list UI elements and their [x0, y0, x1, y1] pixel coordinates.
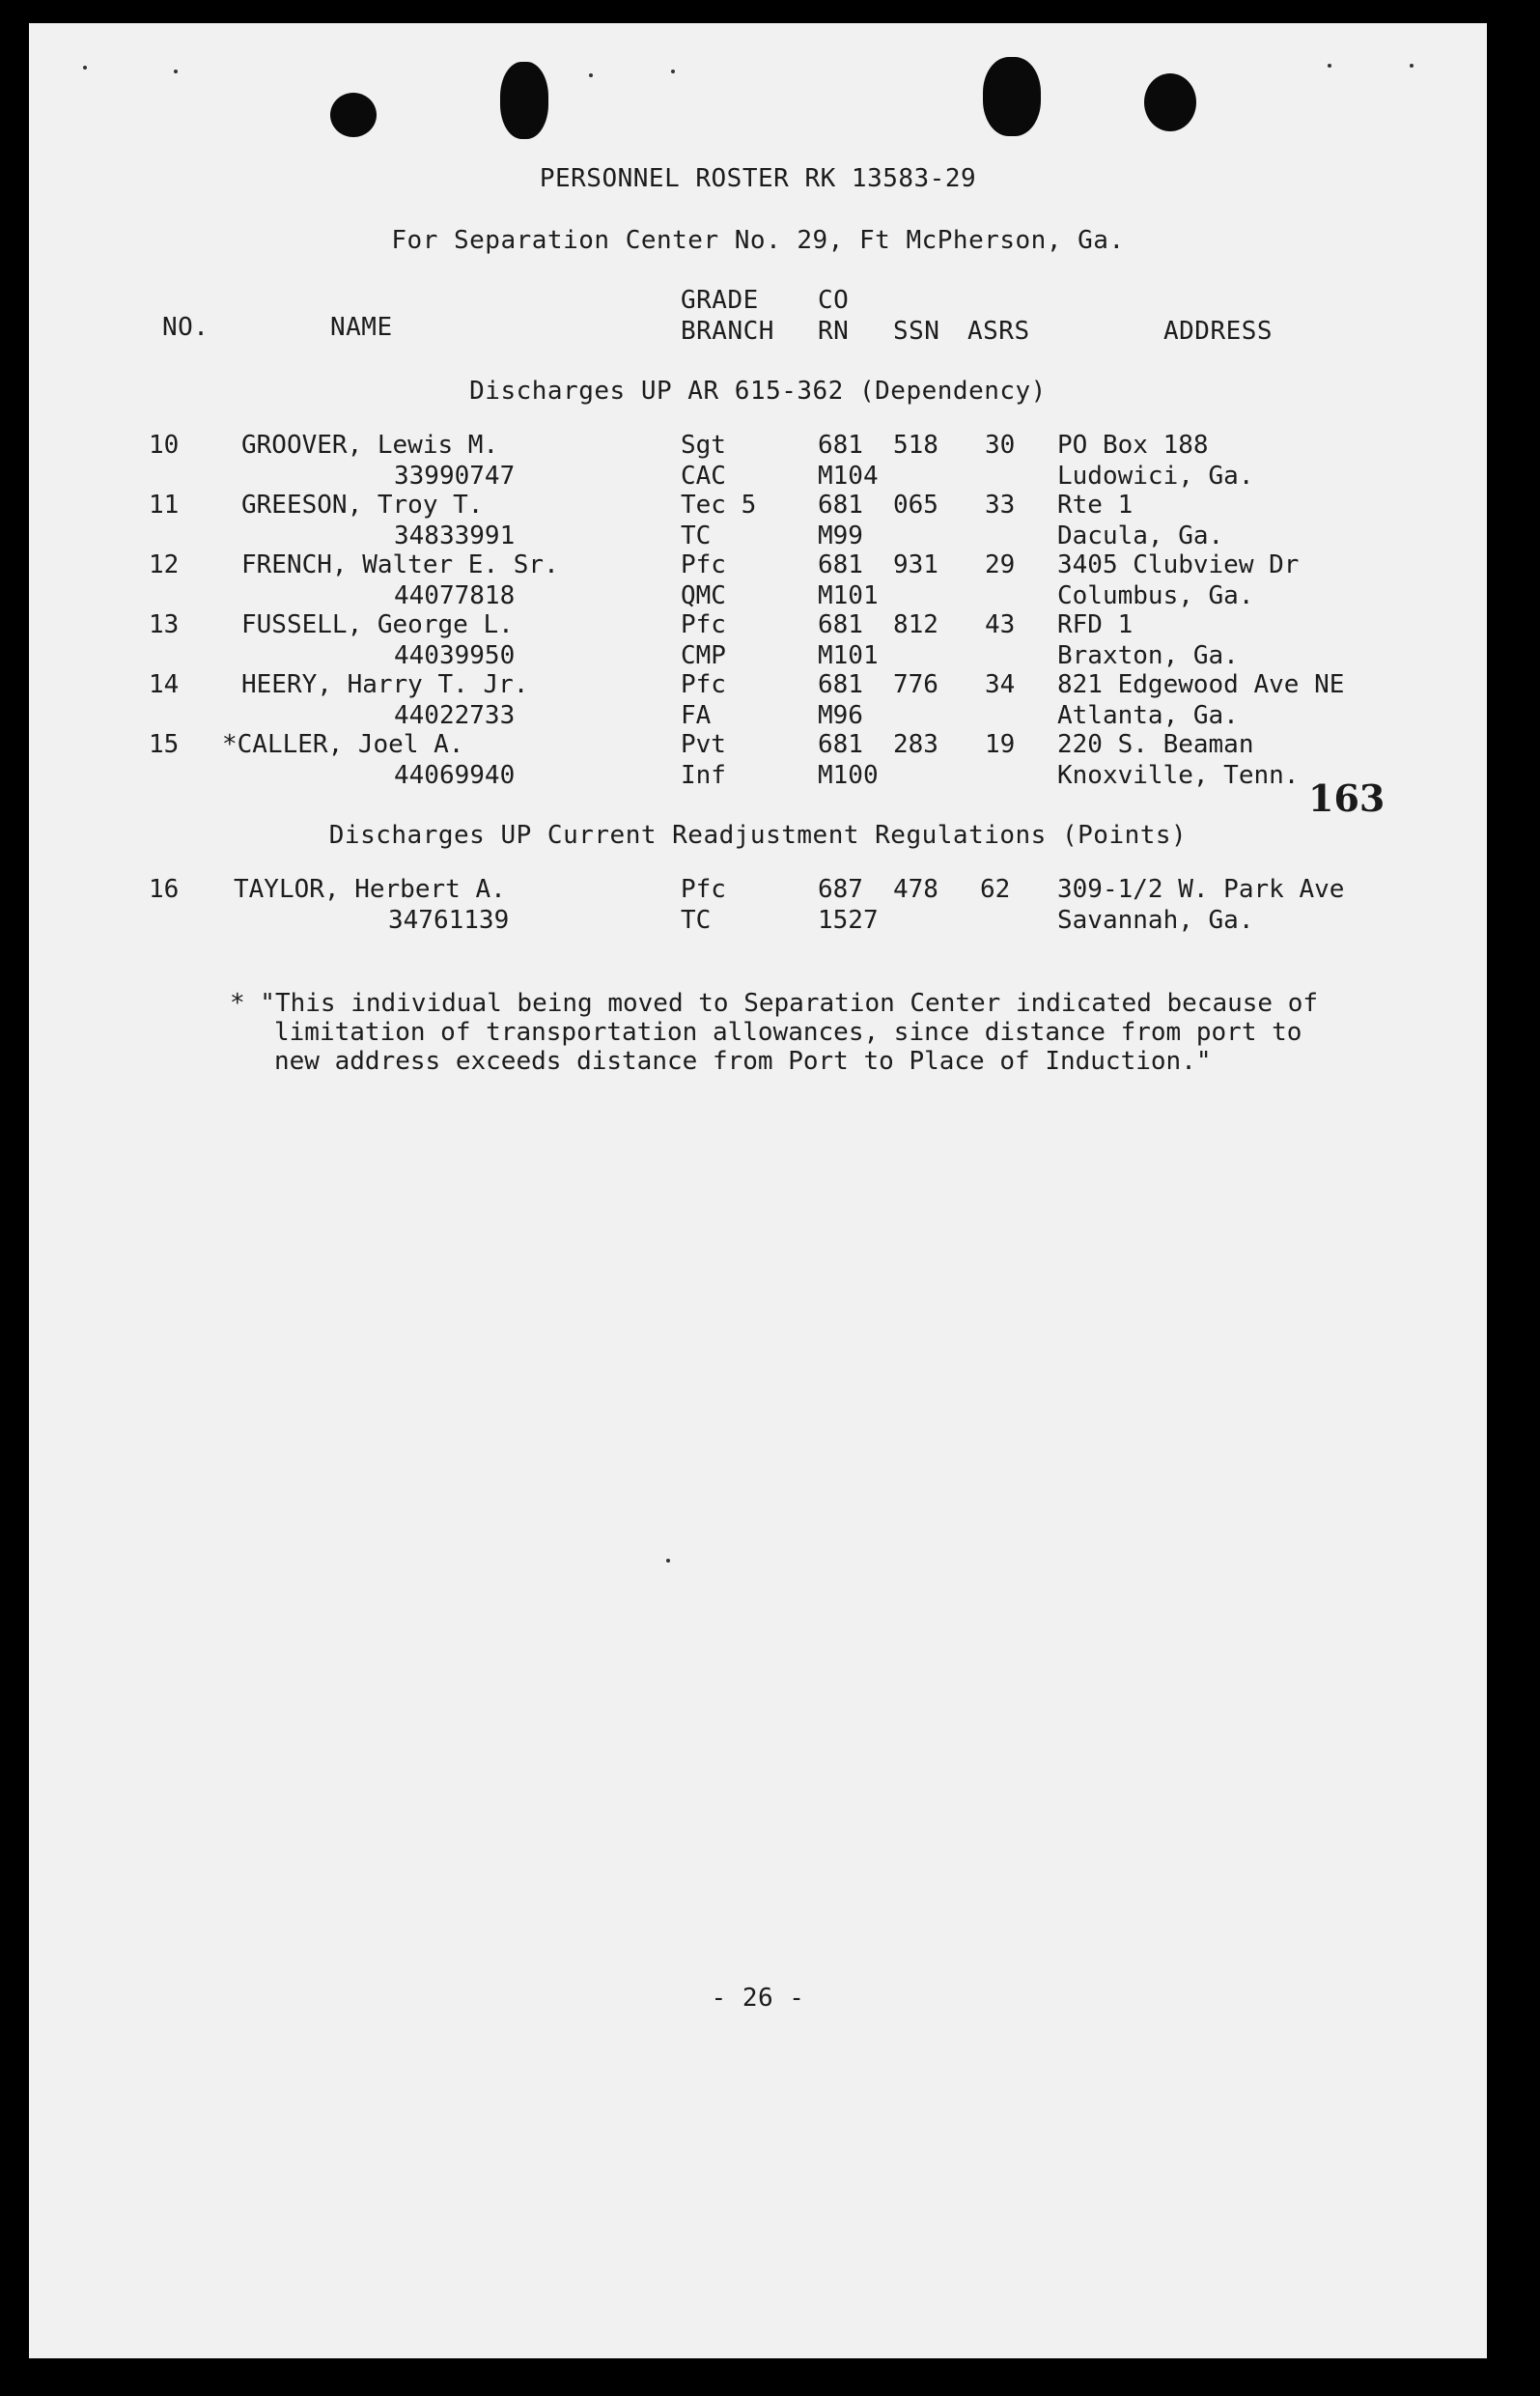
row-ssn: 812: [893, 610, 938, 639]
page-number: - 26 -: [711, 1984, 805, 2013]
row-grade: Pfc: [681, 610, 726, 639]
punch-hole: [500, 62, 548, 139]
col-header-grade: GRADE: [681, 286, 759, 315]
row-ssn: 065: [893, 491, 938, 520]
row-ssn: 518: [893, 431, 938, 460]
row-co: 687: [818, 875, 863, 904]
row-asrs: 33: [985, 491, 1016, 520]
stamped-page-number: 163: [1308, 776, 1386, 820]
row-number: 13: [149, 610, 180, 639]
row-name: FRENCH, Walter E. Sr.: [241, 550, 559, 579]
speck: [174, 70, 178, 73]
row-number: 14: [149, 670, 180, 699]
row-branch: Inf: [681, 761, 726, 790]
row-address-line2: Columbus, Ga.: [1057, 581, 1254, 610]
speck: [671, 70, 675, 73]
speck: [589, 73, 593, 77]
row-rn: M100: [818, 761, 879, 790]
row-address-line2: Ludowici, Ga.: [1057, 462, 1254, 491]
speck: [1410, 64, 1414, 68]
speck: [1328, 64, 1331, 68]
col-header-rn: RN: [818, 317, 850, 346]
row-co: 681: [818, 730, 863, 759]
row-grade: Tec 5: [681, 491, 757, 520]
col-header-branch: BRANCH: [681, 317, 774, 346]
row-name: FUSSELL, George L.: [241, 610, 514, 639]
footnote-line: new address exceeds distance from Port to Place of Induction.": [274, 1047, 1212, 1076]
row-address-line1: 220 S. Beaman: [1057, 730, 1254, 759]
speck: [83, 66, 87, 70]
row-address-line2: Knoxville, Tenn.: [1057, 761, 1300, 790]
row-ssn: 283: [893, 730, 938, 759]
row-rn: M101: [818, 581, 879, 610]
row-serial: 33990747: [394, 462, 516, 491]
punch-hole: [1144, 73, 1196, 131]
row-branch: QMC: [681, 581, 726, 610]
row-co: 681: [818, 610, 863, 639]
row-ssn: 776: [893, 670, 938, 699]
row-rn: M101: [818, 641, 879, 670]
col-header-ssn: SSN: [893, 317, 940, 346]
row-address-line2: Atlanta, Ga.: [1057, 701, 1239, 730]
row-name: GREESON, Troy T.: [241, 491, 484, 520]
row-grade: Pfc: [681, 550, 726, 579]
row-rn: 1527: [818, 906, 879, 935]
row-address-line2: Braxton, Ga.: [1057, 641, 1239, 670]
row-grade: Pfc: [681, 670, 726, 699]
row-asrs: 30: [985, 431, 1016, 460]
footnote-line: * "This individual being moved to Separation Center indicated because of: [230, 989, 1319, 1018]
row-serial: 44069940: [394, 761, 516, 790]
row-grade: Pvt: [681, 730, 726, 759]
row-asrs: 62: [980, 875, 1011, 904]
row-serial: 44077818: [394, 581, 516, 610]
row-name: *CALLER, Joel A.: [222, 730, 464, 759]
row-asrs: 29: [985, 550, 1016, 579]
row-number: 10: [149, 431, 180, 460]
row-grade: Sgt: [681, 431, 726, 460]
row-number: 12: [149, 550, 180, 579]
roster-subtitle: For Separation Center No. 29, Ft McPherson, Ga.: [391, 226, 1125, 255]
row-co: 681: [818, 550, 863, 579]
col-header-no: NO.: [162, 313, 210, 342]
punch-hole: [330, 93, 377, 137]
row-serial: 44039950: [394, 641, 516, 670]
row-number: 11: [149, 491, 180, 520]
row-branch: TC: [681, 521, 712, 550]
row-rn: M99: [818, 521, 863, 550]
row-co: 681: [818, 431, 863, 460]
row-address-line1: 821 Edgewood Ave NE: [1057, 670, 1345, 699]
row-number: 16: [149, 875, 180, 904]
row-address-line1: 309-1/2 W. Park Ave: [1057, 875, 1345, 904]
row-asrs: 34: [985, 670, 1016, 699]
row-address-line2: Savannah, Ga.: [1057, 906, 1254, 935]
row-rn: M96: [818, 701, 863, 730]
col-header-name: NAME: [330, 313, 393, 342]
footnote-line: limitation of transportation allowances, since distance from port to: [274, 1018, 1302, 1047]
roster-title: PERSONNEL ROSTER RK 13583-29: [539, 164, 977, 193]
row-branch: CAC: [681, 462, 726, 491]
col-header-asrs: ASRS: [967, 317, 1030, 346]
row-branch: CMP: [681, 641, 726, 670]
row-address-line1: 3405 Clubview Dr: [1057, 550, 1300, 579]
row-serial: 44022733: [394, 701, 516, 730]
section-heading-points: Discharges UP Current Readjustment Regulations (Points): [328, 821, 1188, 850]
punch-hole: [983, 57, 1041, 136]
row-serial: 34761139: [388, 906, 510, 935]
row-co: 681: [818, 491, 863, 520]
row-address-line1: RFD 1: [1057, 610, 1134, 639]
row-asrs: 19: [985, 730, 1016, 759]
row-co: 681: [818, 670, 863, 699]
row-ssn: 931: [893, 550, 938, 579]
row-address-line1: Rte 1: [1057, 491, 1134, 520]
col-header-address: ADDRESS: [1163, 317, 1274, 346]
col-header-co: CO: [818, 286, 850, 315]
row-name: TAYLOR, Herbert A.: [234, 875, 506, 904]
row-ssn: 478: [893, 875, 938, 904]
row-branch: TC: [681, 906, 712, 935]
row-number: 15: [149, 730, 180, 759]
row-name: GROOVER, Lewis M.: [241, 431, 499, 460]
row-address-line1: PO Box 188: [1057, 431, 1209, 460]
footnote: [230, 989, 1318, 1076]
speck: [666, 1559, 670, 1563]
row-asrs: 43: [985, 610, 1016, 639]
section-heading-dependency: Discharges UP AR 615-362 (Dependency): [469, 377, 1047, 406]
row-grade: Pfc: [681, 875, 726, 904]
row-branch: FA: [681, 701, 712, 730]
row-rn: M104: [818, 462, 879, 491]
document-page: [29, 23, 1487, 2358]
row-serial: 34833991: [394, 521, 516, 550]
row-address-line2: Dacula, Ga.: [1057, 521, 1224, 550]
row-name: HEERY, Harry T. Jr.: [241, 670, 529, 699]
